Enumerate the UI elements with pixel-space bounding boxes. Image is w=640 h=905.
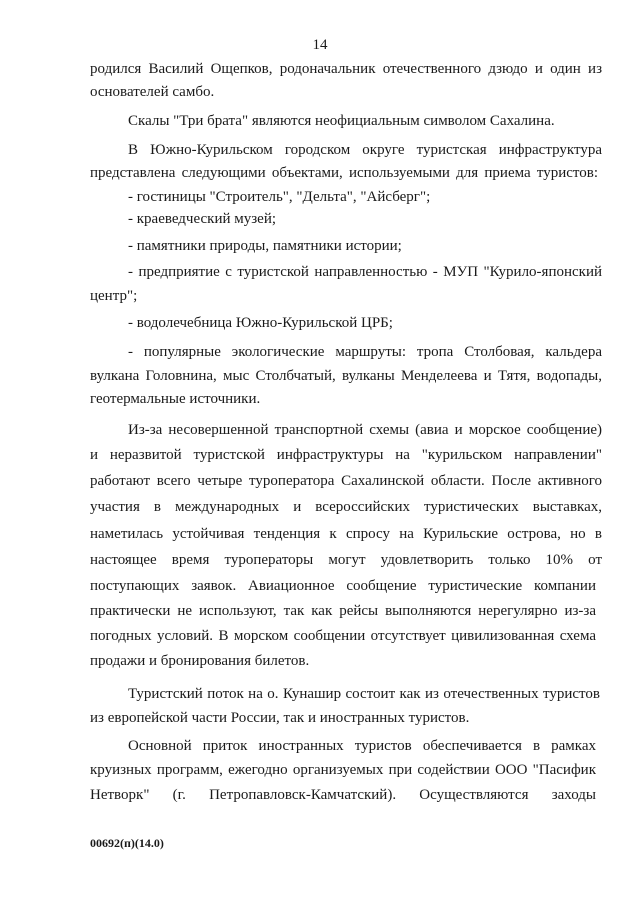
- text-line: из европейской части России, так и иностранных туристов.: [90, 710, 470, 726]
- text-line: Основной приток иностранных туристов обеспечивается в рамках: [128, 738, 596, 754]
- text-line: Скалы "Три брата" являются неофициальным символом Сахалина.: [128, 113, 555, 129]
- document-code: 00692(п)(14.0): [90, 836, 164, 850]
- text-line: продажи и бронирования билетов.: [90, 653, 310, 669]
- text-line: круизных программ, ежегодно организуемых при содействии ООО "Пасифик: [90, 762, 596, 778]
- text-line: - предприятие с туристской направленностью - МУП "Курило-японский: [128, 264, 602, 280]
- text-line: - краеведческий музей;: [128, 211, 277, 227]
- text-line: В Южно-Курильском городском округе туристская инфраструктура: [128, 142, 602, 158]
- text-line: родился Василий Ощепков, родоначальник отечественного дзюдо и один из: [90, 61, 602, 77]
- page-number: 14: [312, 37, 328, 53]
- text-line: центр";: [90, 288, 138, 304]
- text-line: Туристский поток на о. Кунашир состоит как из отечественных туристов: [128, 686, 600, 702]
- text-line: представлена следующими объектами, используемыми для приема туристов:: [90, 165, 598, 181]
- text-line: и неразвитой туристской инфраструктуры на "курильском направлении": [90, 447, 602, 463]
- text-line: участия в международных и всероссийских туристических выставках,: [90, 499, 602, 515]
- text-line: наметилась устойчивая тенденция к спросу на Курильские острова, но в: [90, 526, 602, 542]
- text-line: настоящее время туроператоры могут удовлетворить только 10% от: [90, 552, 602, 568]
- text-line: - памятники природы, памятники истории;: [128, 238, 402, 254]
- text-line: - гостиницы "Строитель", "Дельта", "Айсберг";: [128, 189, 431, 205]
- text-line: основателей самбо.: [90, 84, 215, 100]
- text-line: вулкана Головнина, мыс Столбчатый, вулканы Менделеева и Тятя, водопады,: [90, 368, 602, 384]
- text-line: - водолечебница Южно-Курильской ЦРБ;: [128, 315, 393, 331]
- text-line: практически не используют, так как рейсы выполняются нерегулярно из-за: [90, 603, 596, 619]
- text-line: погодных условий. В морском сообщении отсутствует цивилизованная схема: [90, 628, 596, 644]
- text-line: работают всего четыре туроператора Сахалинской области. После активного: [90, 473, 602, 489]
- text-line: поступающих заявок. Авиационное сообщение туристические компании: [90, 578, 596, 594]
- text-line: - популярные экологические маршруты: тропа Столбовая, кальдера: [128, 344, 602, 360]
- text-line: Из-за несовершенной транспортной схемы (авиа и морское сообщение): [128, 422, 602, 438]
- text-line: геотермальные источники.: [90, 391, 261, 407]
- text-line: Нетворк" (г. Петропавловск-Камчатский). Осуществляются заходы: [90, 787, 596, 803]
